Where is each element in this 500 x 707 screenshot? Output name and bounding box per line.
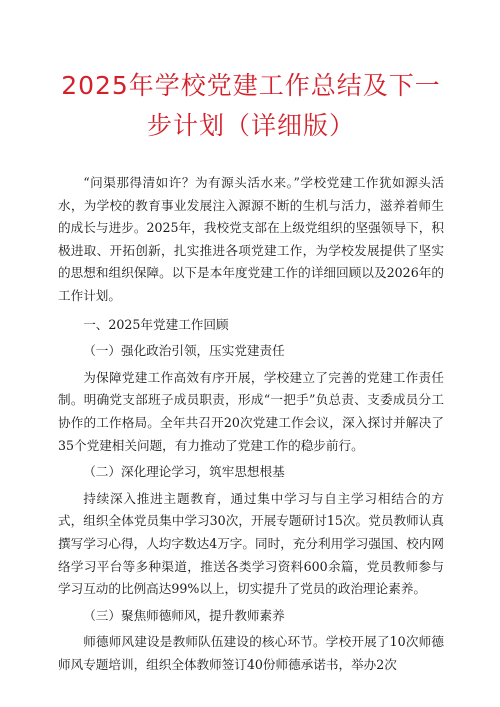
section-heading: 一、2025年党建工作回顾 [83,316,229,332]
subsection-heading-3: （三）聚焦师德师风，提升教师素养 [83,607,285,623]
document-title: 2025年学校党建工作总结及下一步计划（详细版） [61,71,441,140]
document-body [58,172,444,676]
subsection-paragraph-3: 师德师风建设是教师队伍建设的核心环节。学校开展了10次师德师风专题培训，组织全体教师签订40份师德承诺书，举办2次 [58,634,444,672]
subsection-paragraph-2: 持续深入推进主题教育，通过集中学习与自主学习相结合的方式，组织全体党员集中学习30次，开展专题研讨15次。党员教师认真撰写学习心得，人均字数达4万字。同时，充分利用学习强国、校内网络学习平台等多种渠道，推送各类学习资料600余篇，党员教师参与学习互动的比例高达99%以上，切实提升了党员的政治理论素养。 [58,490,444,597]
subsection-heading-2: （二）深化理论学习，筑牢思想根基 [83,464,285,480]
intro-paragraph: “问渠那得清如许？为有源头活水来。”学校党建工作犹如源头活水，为学校的教育事业发展注入源源不断的生机与活力，滋养着师生的成长与进步。2025年，我校党支部在上级党组织的坚强领导下，积极进取、开拓创新，扎实推进各项党建工作，为学校发展提供了坚实的思想和组织保障。以下是本年度党建工作的详细回顾以及2026年的工作计划。 [58,175,444,303]
subsection-heading-1: （一）强化政治引领，压实党建责任 [83,343,285,359]
subsection-paragraph-1: 为保障党建工作高效有序开展，学校建立了完善的党建工作责任制。明确党支部班子成员职责，形成“一把手”负总责、支委成员分工协作的工作格局。全年共召开20次党建工作会议，深入探讨并解决了35个党建相关问题，有力推动了党建工作的稳步前行。 [58,369,444,453]
